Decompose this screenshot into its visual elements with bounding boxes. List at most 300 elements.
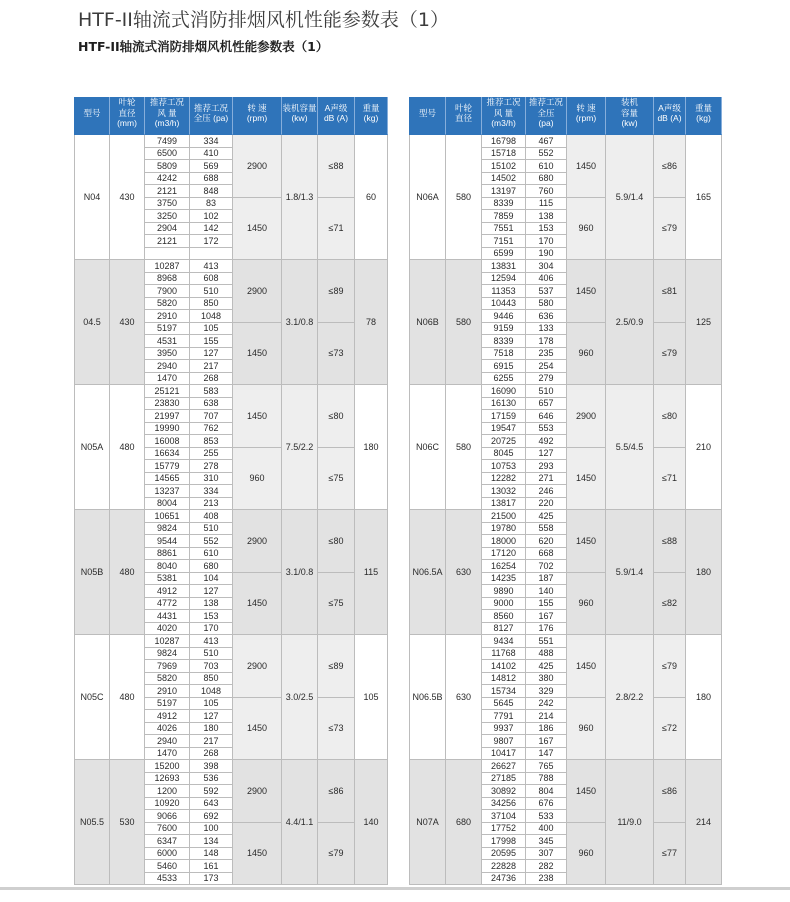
airflow-cell: 4242 (145, 173, 190, 186)
pressure-cell: 638 (190, 398, 233, 411)
installed-power-cell: 5.9/1.4 (606, 135, 654, 260)
airflow-cell: 4026 (145, 723, 190, 736)
speed-cell: 960 (567, 823, 606, 886)
header-line: (mm) (117, 118, 137, 129)
pressure-cell: 676 (526, 798, 567, 811)
speed-cell: 960 (567, 323, 606, 386)
pressure-cell: 148 (190, 848, 233, 861)
header-model (409, 97, 446, 135)
weight-cell: 115 (355, 510, 388, 635)
installed-power-cell: 2.8/2.2 (606, 635, 654, 760)
pressure-cell: 155 (190, 335, 233, 348)
airflow-cell: 9066 (145, 810, 190, 823)
airflow-cell: 9807 (482, 735, 526, 748)
airflow-cell: 1200 (145, 785, 190, 798)
airflow-cell: 16008 (145, 435, 190, 448)
impeller-diameter-cell: 480 (110, 510, 145, 635)
airflow-cell: 15718 (482, 148, 526, 161)
pressure-cell: 408 (190, 510, 233, 523)
pressure-cell: 127 (526, 448, 567, 461)
pressure-cell: 334 (190, 135, 233, 148)
pressure-cell: 153 (526, 223, 567, 236)
weight-cell: 214 (686, 760, 722, 885)
pressure-cell: 167 (526, 610, 567, 623)
pressure-cell: 138 (526, 210, 567, 223)
airflow-cell: 20725 (482, 435, 526, 448)
header-line: (m3/h) (154, 118, 180, 129)
header-line: 直径 (454, 113, 472, 123)
pressure-cell: 155 (526, 598, 567, 611)
noise-level-cell: ≤75 (318, 448, 355, 511)
airflow-cell: 21500 (482, 510, 526, 523)
noise-level-cell: ≤71 (654, 448, 686, 511)
airflow-cell: 7499 (145, 135, 190, 148)
header-airflow (145, 97, 190, 135)
noise-level-cell: ≤86 (654, 760, 686, 823)
noise-level-cell: ≤73 (318, 323, 355, 386)
airflow-cell: 10287 (145, 635, 190, 648)
airflow-cell: 9544 (145, 535, 190, 548)
speed-cell: 2900 (233, 760, 282, 823)
header-pressure (526, 97, 567, 135)
speed-cell: 1450 (233, 198, 282, 261)
airflow-cell: 14235 (482, 573, 526, 586)
pressure-cell: 271 (526, 473, 567, 486)
header-line: (kw) (291, 113, 308, 123)
weight-cell: 180 (686, 510, 722, 635)
installed-power-cell: 3.1/0.8 (282, 510, 318, 635)
airflow-cell: 11768 (482, 648, 526, 661)
pressure-cell: 703 (190, 660, 233, 673)
speed-cell: 2900 (233, 510, 282, 573)
airflow-cell: 9446 (482, 310, 526, 323)
pressure-cell: 242 (526, 698, 567, 711)
noise-level-cell: ≤88 (318, 135, 355, 198)
pressure-cell: 537 (526, 285, 567, 298)
pressure-cell: 688 (190, 173, 233, 186)
airflow-cell: 2940 (145, 360, 190, 373)
impeller-diameter-cell: 430 (110, 135, 145, 260)
pressure-cell: 268 (190, 748, 233, 761)
model-cell: 04.5 (74, 260, 110, 385)
noise-level-cell: ≤79 (318, 823, 355, 886)
pressure-cell: 610 (190, 548, 233, 561)
noise-level-cell: ≤73 (318, 698, 355, 761)
airflow-cell: 17120 (482, 548, 526, 561)
airflow-cell: 18000 (482, 535, 526, 548)
pressure-cell: 410 (190, 148, 233, 161)
pressure-cell: 413 (190, 635, 233, 648)
pressure-cell: 380 (526, 673, 567, 686)
pressure-cell: 235 (526, 348, 567, 361)
airflow-cell: 1470 (145, 748, 190, 761)
pressure-cell: 173 (190, 873, 233, 886)
pressure-cell: 553 (526, 423, 567, 436)
airflow-cell: 6915 (482, 360, 526, 373)
airflow-cell: 4020 (145, 623, 190, 636)
pressure-cell: 853 (190, 435, 233, 448)
pressure-cell: 668 (526, 548, 567, 561)
header-line: 重量 (694, 102, 712, 113)
speed-cell: 1450 (567, 448, 606, 511)
pressure-cell: 293 (526, 460, 567, 473)
speed-cell: 960 (567, 698, 606, 761)
airflow-cell: 4531 (145, 335, 190, 348)
header-line: 推荐工况 (149, 97, 184, 108)
airflow-cell: 3250 (145, 210, 190, 223)
pressure-cell: 238 (526, 873, 567, 886)
pressure-cell: 282 (526, 860, 567, 873)
airflow-cell: 7791 (482, 710, 526, 723)
airflow-cell: 16130 (482, 398, 526, 411)
pressure-cell: 702 (526, 560, 567, 573)
pressure-cell: 552 (526, 148, 567, 161)
pressure-cell: 268 (190, 373, 233, 386)
bottom-rule (0, 887, 790, 890)
airflow-cell: 26627 (482, 760, 526, 773)
airflow-cell: 15200 (145, 760, 190, 773)
airflow-cell: 10753 (482, 460, 526, 473)
airflow-cell: 13831 (482, 260, 526, 273)
airflow-cell: 11353 (482, 285, 526, 298)
pressure-cell: 510 (190, 648, 233, 661)
pressure-cell: 217 (190, 735, 233, 748)
noise-level-cell: ≤81 (654, 260, 686, 323)
page-subtitle: HTF-II轴流式消防排烟风机性能参数表（1） (78, 39, 329, 54)
pressure-cell: 425 (526, 510, 567, 523)
airflow-cell: 9937 (482, 723, 526, 736)
pressure-cell: 213 (190, 498, 233, 511)
model-cell: N06B (409, 260, 446, 385)
pressure-cell: 127 (190, 348, 233, 361)
pressure-cell: 161 (190, 860, 233, 873)
airflow-cell: 9890 (482, 585, 526, 598)
noise-level-cell: ≤88 (654, 510, 686, 573)
model-cell: N05B (74, 510, 110, 635)
airflow-cell: 2121 (145, 185, 190, 198)
pressure-cell: 147 (526, 748, 567, 761)
pressure-cell: 178 (526, 335, 567, 348)
pressure-cell: 510 (526, 385, 567, 398)
airflow-cell: 10651 (145, 510, 190, 523)
airflow-cell: 8004 (145, 498, 190, 511)
pressure-cell: 467 (526, 135, 567, 148)
pressure-cell: 214 (526, 710, 567, 723)
pressure-cell: 217 (190, 360, 233, 373)
weight-cell: 105 (355, 635, 388, 760)
noise-level-cell: ≤71 (318, 198, 355, 261)
airflow-cell: 9434 (482, 635, 526, 648)
airflow-cell: 21997 (145, 410, 190, 423)
airflow-cell: 10287 (145, 260, 190, 273)
pressure-cell: 413 (190, 260, 233, 273)
header-line: 推荐工况 (486, 97, 521, 108)
pressure-cell: 592 (190, 785, 233, 798)
airflow-cell: 3750 (145, 198, 190, 211)
pressure-cell: 176 (526, 623, 567, 636)
speed-cell: 2900 (567, 385, 606, 448)
header-impeller-diameter (110, 97, 145, 135)
pressure-cell: 140 (526, 585, 567, 598)
header-installed-power (282, 97, 318, 135)
header-line: 叶轮 (118, 97, 136, 108)
pressure-cell: 133 (526, 323, 567, 336)
header-noise-level (318, 97, 355, 135)
pressure-cell: 170 (190, 623, 233, 636)
header-noise-level (654, 97, 686, 135)
pressure-cell: 220 (526, 498, 567, 511)
pressure-cell: 636 (526, 310, 567, 323)
airflow-cell: 8560 (482, 610, 526, 623)
airflow-cell: 13197 (482, 185, 526, 198)
model-cell: N05.5 (74, 760, 110, 885)
airflow-cell: 17752 (482, 823, 526, 836)
airflow-cell: 7518 (482, 348, 526, 361)
model-cell: N05C (74, 635, 110, 760)
header-line: 推荐工况 (193, 102, 228, 113)
impeller-diameter-cell: 430 (110, 260, 145, 385)
airflow-cell: 14102 (482, 660, 526, 673)
airflow-cell: 7600 (145, 823, 190, 836)
airflow-cell: 7551 (482, 223, 526, 236)
airflow-cell: 14812 (482, 673, 526, 686)
speed-cell: 1450 (567, 635, 606, 698)
header-weight (355, 97, 388, 135)
airflow-cell: 5197 (145, 323, 190, 336)
header-line: (kg) (696, 113, 711, 123)
pressure-cell: 620 (526, 535, 567, 548)
header-airflow (482, 97, 526, 135)
airflow-cell: 3950 (145, 348, 190, 361)
noise-level-cell: ≤80 (318, 510, 355, 573)
pressure-cell: 425 (526, 660, 567, 673)
pressure-cell: 345 (526, 835, 567, 848)
airflow-cell: 4912 (145, 710, 190, 723)
pressure-cell: 105 (190, 323, 233, 336)
pressure-cell: 848 (190, 185, 233, 198)
installed-power-cell: 7.5/2.2 (282, 385, 318, 510)
airflow-cell: 19780 (482, 523, 526, 536)
pressure-cell (190, 248, 233, 261)
airflow-cell: 6347 (145, 835, 190, 848)
header-line: (rpm) (575, 113, 597, 123)
airflow-cell: 5820 (145, 298, 190, 311)
pressure-cell: 533 (526, 810, 567, 823)
header-pressure (190, 97, 233, 135)
installed-power-cell: 3.0/2.5 (282, 635, 318, 760)
pressure-cell: 510 (190, 285, 233, 298)
pressure-cell: 406 (526, 273, 567, 286)
header-line: 型号 (418, 107, 436, 118)
model-cell: N04 (74, 135, 110, 260)
speed-cell: 1450 (567, 760, 606, 823)
airflow-cell: 27185 (482, 773, 526, 786)
speed-cell: 1450 (233, 573, 282, 636)
noise-level-cell: ≤77 (654, 823, 686, 886)
model-cell: N06A (409, 135, 446, 260)
impeller-diameter-cell: 680 (446, 760, 482, 885)
performance-table-right (409, 97, 722, 885)
pressure-cell: 186 (526, 723, 567, 736)
noise-level-cell: ≤79 (654, 198, 686, 261)
airflow-cell: 37104 (482, 810, 526, 823)
noise-level-cell: ≤86 (654, 135, 686, 198)
speed-cell: 2900 (233, 635, 282, 698)
header-line: (kw) (621, 118, 638, 129)
impeller-diameter-cell: 630 (446, 635, 482, 760)
impeller-diameter-cell: 630 (446, 510, 482, 635)
airflow-cell: 5645 (482, 698, 526, 711)
pressure-cell: 246 (526, 485, 567, 498)
noise-level-cell: ≤79 (654, 635, 686, 698)
impeller-diameter-cell: 580 (446, 135, 482, 260)
installed-power-cell: 3.1/0.8 (282, 260, 318, 385)
pressure-cell: 400 (526, 823, 567, 836)
model-cell: N06.5A (409, 510, 446, 635)
pressure-cell: 172 (190, 235, 233, 248)
airflow-cell: 13237 (145, 485, 190, 498)
speed-cell: 1450 (567, 135, 606, 198)
airflow-cell: 19547 (482, 423, 526, 436)
speed-cell: 1450 (567, 510, 606, 573)
header-speed (233, 97, 282, 135)
pressure-cell: 707 (190, 410, 233, 423)
airflow-cell: 7859 (482, 210, 526, 223)
header-line: 风 量 (493, 107, 514, 118)
header-line: (pa) (538, 118, 554, 129)
airflow-cell: 12594 (482, 273, 526, 286)
airflow-cell: 15779 (145, 460, 190, 473)
pressure-cell: 329 (526, 685, 567, 698)
airflow-cell: 17998 (482, 835, 526, 848)
noise-level-cell: ≤89 (318, 635, 355, 698)
installed-power-cell: 1.8/1.3 (282, 135, 318, 260)
header-impeller-diameter (446, 97, 482, 135)
noise-level-cell: ≤82 (654, 573, 686, 636)
pressure-cell: 307 (526, 848, 567, 861)
airflow-cell: 5197 (145, 698, 190, 711)
airflow-cell: 34256 (482, 798, 526, 811)
pressure-cell: 255 (190, 448, 233, 461)
airflow-cell: 7900 (145, 285, 190, 298)
pressure-cell: 127 (190, 585, 233, 598)
model-cell: N05A (74, 385, 110, 510)
pressure-cell: 102 (190, 210, 233, 223)
airflow-cell: 22828 (482, 860, 526, 873)
impeller-diameter-cell: 580 (446, 260, 482, 385)
airflow-cell: 5809 (145, 160, 190, 173)
page-title: HTF-II轴流式消防排烟风机性能参数表（1） (78, 9, 449, 31)
airflow-cell: 20595 (482, 848, 526, 861)
pressure-cell: 646 (526, 410, 567, 423)
pressure-cell: 657 (526, 398, 567, 411)
impeller-diameter-cell: 480 (110, 385, 145, 510)
airflow-cell: 16090 (482, 385, 526, 398)
header-line: 转 速 (576, 102, 596, 113)
pressure-cell: 692 (190, 810, 233, 823)
noise-level-cell: ≤86 (318, 760, 355, 823)
installed-power-cell: 5.5/4.5 (606, 385, 654, 510)
airflow-cell: 13032 (482, 485, 526, 498)
model-cell: N06C (409, 385, 446, 510)
airflow-cell: 13817 (482, 498, 526, 511)
airflow-cell: 25121 (145, 385, 190, 398)
pressure-cell: 310 (190, 473, 233, 486)
airflow-cell: 10443 (482, 298, 526, 311)
airflow-cell: 1470 (145, 373, 190, 386)
pressure-cell: 142 (190, 223, 233, 236)
airflow-cell: 10417 (482, 748, 526, 761)
impeller-diameter-cell: 580 (446, 385, 482, 510)
pressure-cell: 558 (526, 523, 567, 536)
airflow-cell: 24736 (482, 873, 526, 886)
airflow-cell: 7151 (482, 235, 526, 248)
header-line: 叶轮 (454, 102, 472, 113)
speed-cell: 1450 (233, 385, 282, 448)
airflow-cell: 5820 (145, 673, 190, 686)
airflow-cell: 6255 (482, 373, 526, 386)
header-line: 转 速 (247, 102, 267, 113)
header-line: 风 量 (157, 107, 177, 118)
impeller-diameter-cell: 480 (110, 635, 145, 760)
header-installed-power (606, 97, 654, 135)
airflow-cell (145, 248, 190, 261)
pressure-cell: 760 (526, 185, 567, 198)
pressure-cell: 488 (526, 648, 567, 661)
pressure-cell: 552 (190, 535, 233, 548)
pressure-cell: 138 (190, 598, 233, 611)
pressure-cell: 680 (526, 173, 567, 186)
airflow-cell: 10920 (145, 798, 190, 811)
header-line: dB (A) (657, 113, 682, 123)
weight-cell: 210 (686, 385, 722, 510)
header-line: dB (A) (323, 113, 349, 123)
airflow-cell: 16798 (482, 135, 526, 148)
pressure-cell: 788 (526, 773, 567, 786)
speed-cell: 960 (567, 573, 606, 636)
header-line: 型号 (83, 107, 101, 118)
speed-cell: 2900 (233, 135, 282, 198)
pressure-cell: 170 (526, 235, 567, 248)
pressure-cell: 1048 (190, 310, 233, 323)
airflow-cell: 8339 (482, 198, 526, 211)
pressure-cell: 187 (526, 573, 567, 586)
installed-power-cell: 5.9/1.4 (606, 510, 654, 635)
airflow-cell: 23830 (145, 398, 190, 411)
airflow-cell: 15102 (482, 160, 526, 173)
speed-cell: 960 (233, 448, 282, 511)
airflow-cell: 8127 (482, 623, 526, 636)
speed-cell: 1450 (233, 698, 282, 761)
airflow-cell: 2904 (145, 223, 190, 236)
pressure-cell: 680 (190, 560, 233, 573)
header-line: (rpm) (246, 113, 268, 123)
pressure-cell: 804 (526, 785, 567, 798)
airflow-cell: 2940 (145, 735, 190, 748)
pressure-cell: 100 (190, 823, 233, 836)
airflow-cell: 7969 (145, 660, 190, 673)
weight-cell: 78 (355, 260, 388, 385)
speed-cell: 2900 (233, 260, 282, 323)
noise-level-cell: ≤80 (654, 385, 686, 448)
airflow-cell: 4772 (145, 598, 190, 611)
weight-cell: 140 (355, 760, 388, 885)
airflow-cell: 30892 (482, 785, 526, 798)
pressure-cell: 167 (526, 735, 567, 748)
weight-cell: 180 (686, 635, 722, 760)
pressure-cell: 180 (190, 723, 233, 736)
airflow-cell: 8045 (482, 448, 526, 461)
